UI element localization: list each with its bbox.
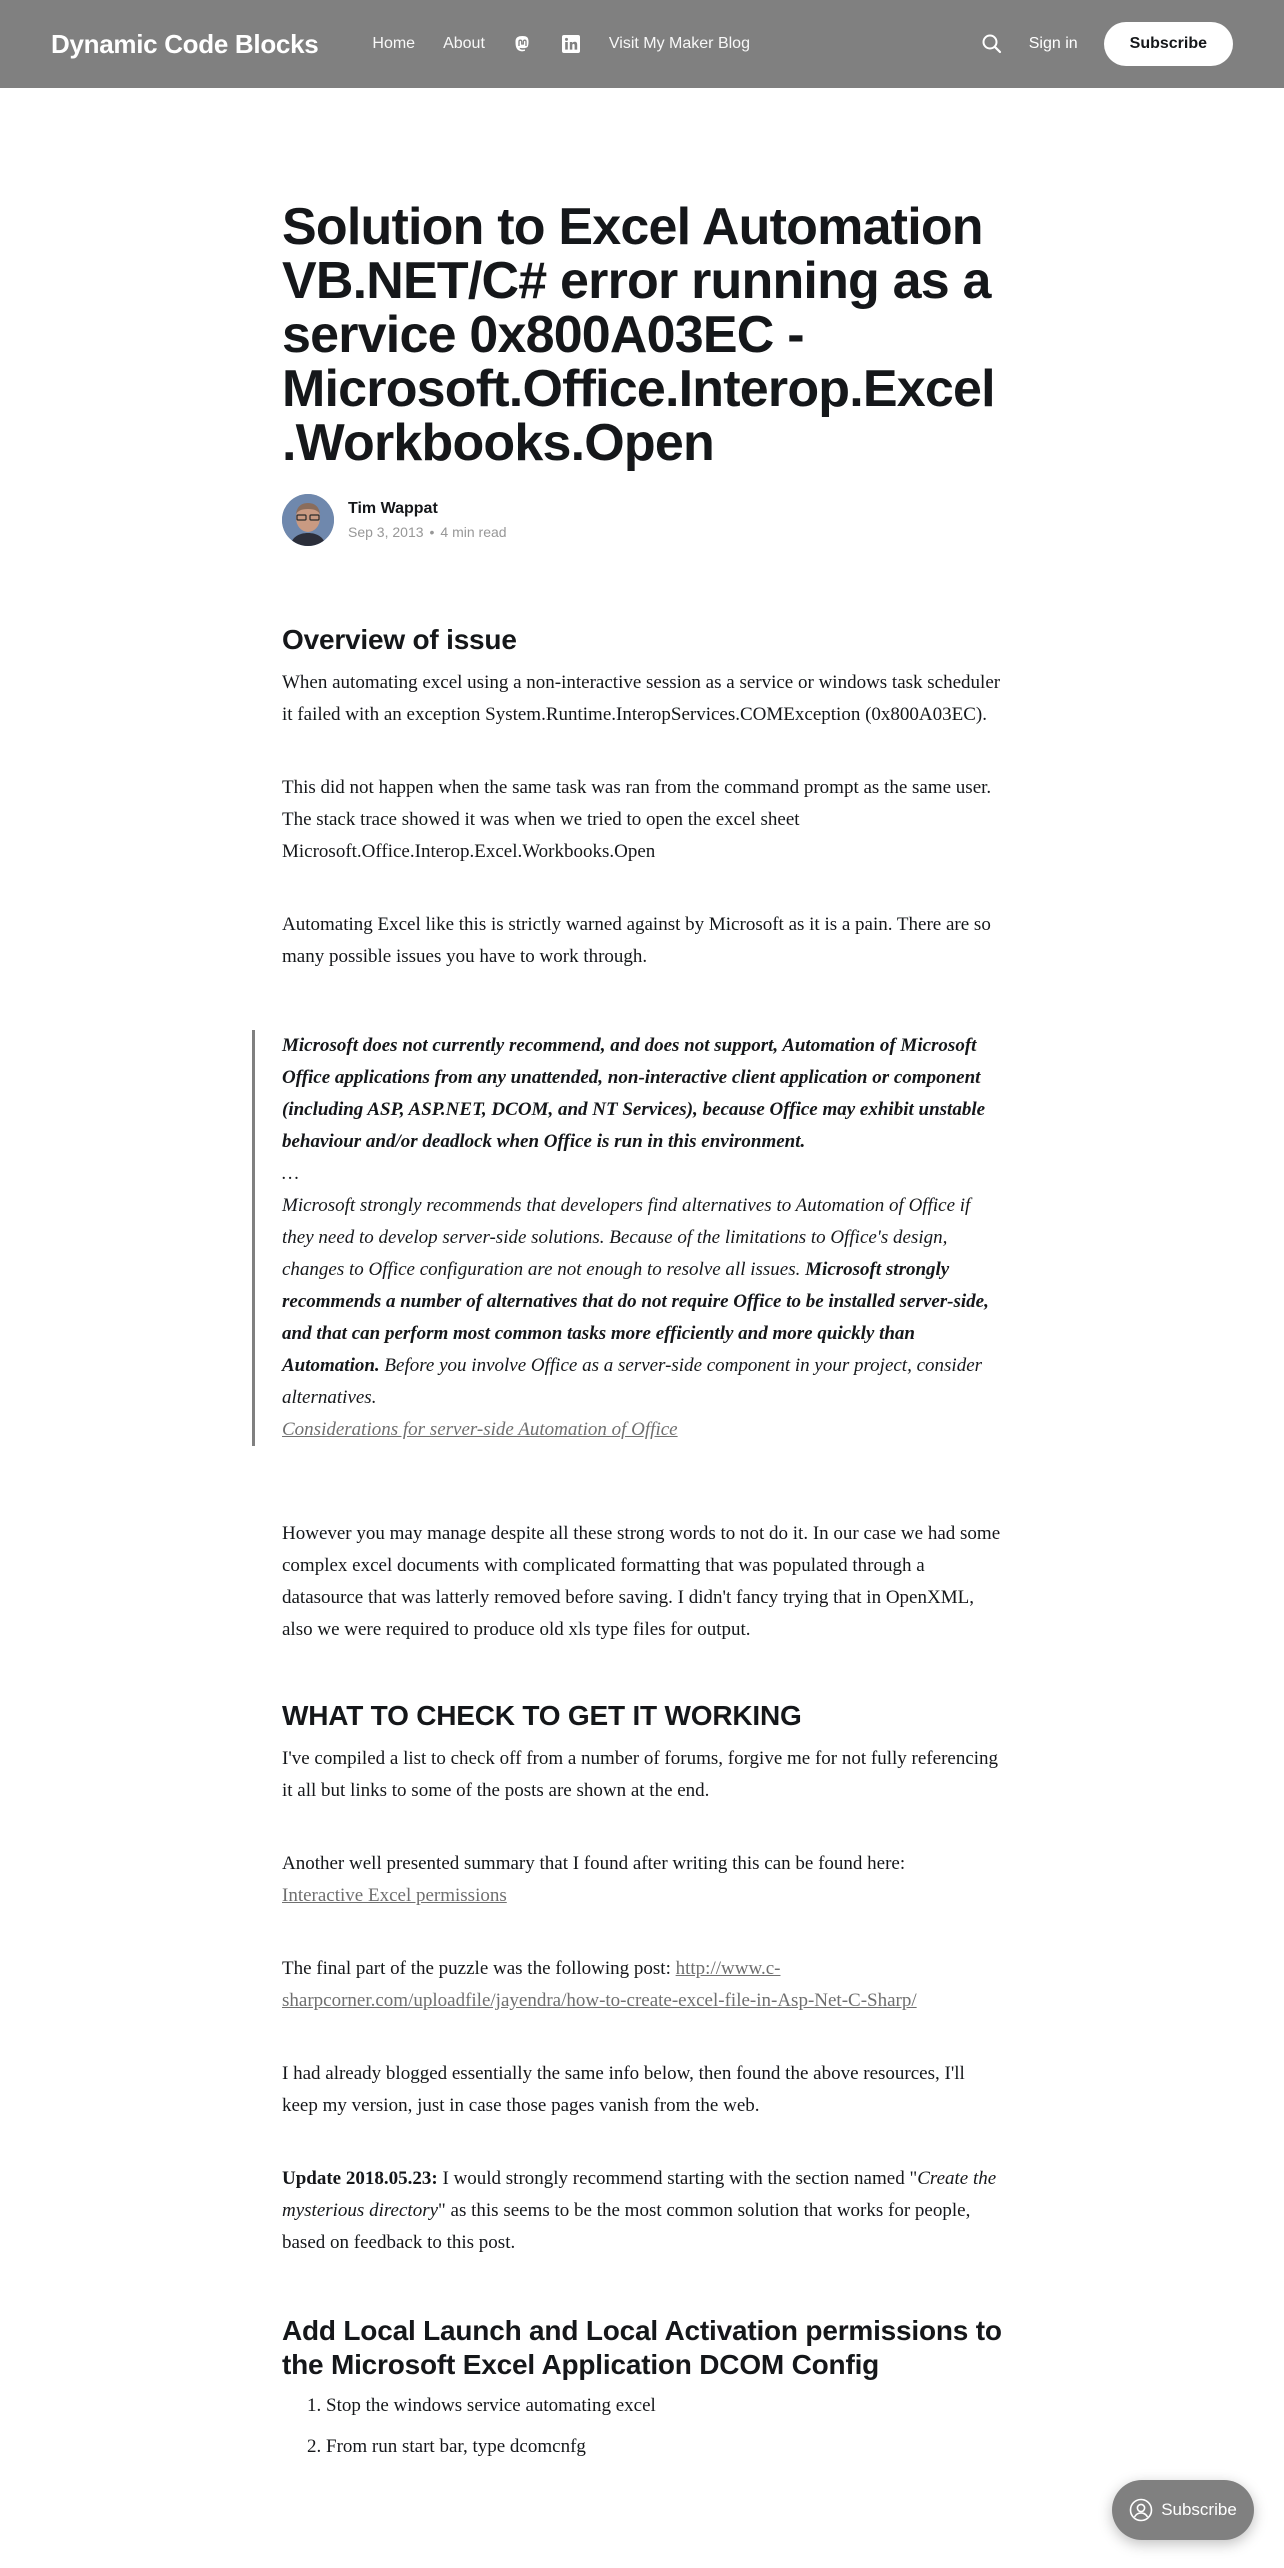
paragraph: Automating Excel like this is strictly warned against by Microsoft as it is a pain. There are so many possible issues you have to work through. bbox=[282, 914, 991, 967]
paragraph: I had already blogged essentially the same info below, then found the above resources, I'll keep my version, just in case those pages vanish from the web. bbox=[282, 2063, 965, 2116]
site-brand[interactable]: Dynamic Code Blocks bbox=[51, 28, 319, 59]
linkedin-icon[interactable] bbox=[561, 34, 581, 54]
article bbox=[282, 200, 1002, 2472]
site-header bbox=[0, 0, 1284, 88]
portal-subscribe-button[interactable] bbox=[1112, 2480, 1254, 2540]
header-actions bbox=[981, 22, 1233, 66]
quote-text: Microsoft strongly recommends that developers find alternatives to Automation of Office if they need to develop server-side solutions. Because of the limitations to Office's design, changes to Office configuration are not enough to resolve all issues. bbox=[282, 1195, 971, 1280]
byline-text bbox=[348, 500, 507, 540]
author-avatar[interactable] bbox=[282, 494, 334, 546]
post-date: Sep 3, 2013 bbox=[348, 524, 424, 540]
nav-about[interactable]: About bbox=[443, 35, 485, 52]
heading-local-launch: Add Local Launch and Local Activation permissions to the Microsoft Excel Application DCOM Config bbox=[282, 2315, 1002, 2380]
site-nav bbox=[372, 34, 778, 54]
update-paragraph bbox=[282, 2163, 1002, 2259]
csharpcorner-link[interactable]: http://www.c-sharpcorner.com/uploadfile/jayendra/how-to-create-excel-file-in-Asp-Net-C-Sharp/ bbox=[282, 1958, 917, 2011]
subscribe-button[interactable]: Subscribe bbox=[1104, 22, 1233, 66]
portal-label: Subscribe bbox=[1161, 2500, 1237, 2519]
update-text: I would strongly recommend starting with the section named " bbox=[442, 2168, 918, 2189]
read-time: 4 min read bbox=[440, 524, 507, 540]
paragraph: When automating excel using a non-interactive session as a service or windows task scheduler it failed with an exception System.Runtime.InteropServices.COMException (0x800A03EC). bbox=[282, 672, 1001, 725]
signin-link[interactable]: Sign in bbox=[1028, 35, 1078, 52]
user-icon bbox=[1129, 2498, 1153, 2522]
blockquote bbox=[252, 1030, 1002, 1446]
paragraph bbox=[282, 1848, 1002, 1912]
list-item: 2. From run start bar, type dcomcnfg bbox=[326, 2431, 1002, 2463]
article-title: Solution to Excel Automation VB.NET/C# error running as a service 0x800A03EC - Microsoft.Office.Interop.Excel .Workbooks.Open bbox=[282, 198, 995, 472]
update-text: " as this seems to be the most common solution that works for people, based on feedback to this post. bbox=[282, 2200, 971, 2253]
mastodon-icon[interactable] bbox=[513, 34, 533, 54]
heading-overview: Overview of issue bbox=[282, 624, 517, 655]
author-name[interactable]: Tim Wappat bbox=[348, 500, 438, 517]
update-emphasis: Create the mysterious directory bbox=[282, 2168, 997, 2221]
paragraph bbox=[282, 1953, 1002, 2017]
search-icon[interactable] bbox=[981, 33, 1003, 55]
quote-paragraph bbox=[282, 1030, 1002, 1446]
byline bbox=[282, 494, 1002, 546]
update-label: Update 2018.05.23: bbox=[282, 2168, 438, 2189]
meta-separator: • bbox=[429, 524, 435, 540]
quote-bold: Microsoft strongly recommends a number of alternatives that do not require Office to be installed server-side, and that can perform most common tasks more efficiently and more quickly than Automation. bbox=[282, 1259, 989, 1376]
paragraph: I've compiled a list to check off from a number of forums, forgive me for not fully referencing it all but links to some of the posts are shown at the end. bbox=[282, 1748, 999, 1801]
steps-list bbox=[282, 2390, 1002, 2463]
nav-home[interactable]: Home bbox=[372, 35, 416, 52]
paragraph: This did not happen when the same task was ran from the command prompt as the same user. The stack trace showed it was when we tried to open the excel sheet Microsoft.Office.Interop.Excel.Workbooks.Open bbox=[282, 777, 992, 862]
paragraph-text: Another well presented summary that I found after writing this can be found here: bbox=[282, 1853, 906, 1874]
quote-text: Before you involve Office as a server-side component in your project, consider alternatives. bbox=[282, 1355, 983, 1408]
quote-ellipsis: … bbox=[282, 1163, 299, 1184]
quote-source-link[interactable]: Considerations for server-side Automation of Office bbox=[282, 1419, 678, 1440]
nav-maker-blog[interactable]: Visit My Maker Blog bbox=[608, 35, 750, 52]
paragraph-text: The final part of the puzzle was the following post: bbox=[282, 1958, 671, 1979]
quote-bold: Microsoft does not currently recommend, and does not support, Automation of Microsoft Office applications from any unattended, non-interactive client application or component (including ASP, ASP.NET, DCOM, and NT Services), because Office may exhibit unstable behaviour and/or deadlock when Office is run in this environment. bbox=[282, 1035, 986, 1152]
interactive-excel-link[interactable]: Interactive Excel permissions bbox=[282, 1885, 507, 1906]
post-meta bbox=[348, 524, 507, 540]
list-item: 1. Stop the windows service automating excel bbox=[326, 2390, 1002, 2422]
paragraph: However you may manage despite all these strong words to not do it. In our case we had some complex excel documents with complicated formatting that was populated through a datasource that was latterly removed before saving. I didn't fancy trying that in OpenXML, also we were required to produce old xls type files for output. bbox=[282, 1523, 1001, 1640]
heading-what-to-check: WHAT TO CHECK TO GET IT WORKING bbox=[282, 1700, 802, 1731]
